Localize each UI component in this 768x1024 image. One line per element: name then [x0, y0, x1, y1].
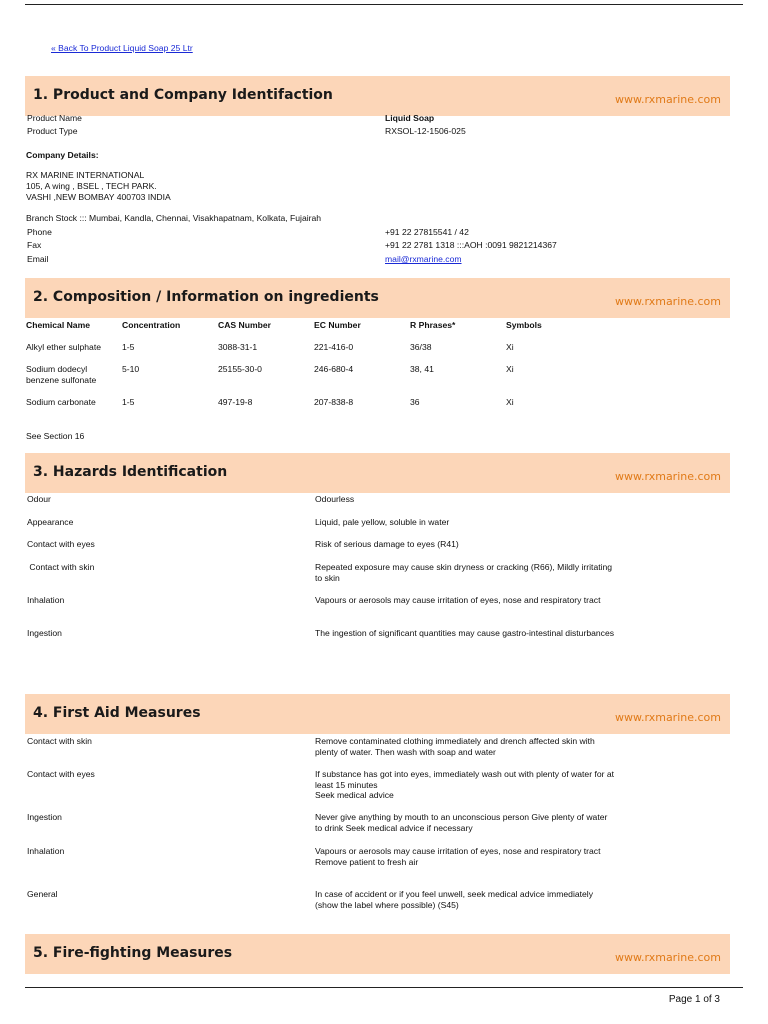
cell-r-phrase: 38, 41	[410, 364, 434, 374]
cell-r-phrase: 36	[410, 397, 420, 407]
cell-symbol: Xi	[506, 342, 514, 352]
section-3-header	[25, 453, 730, 493]
first-aid-label: Contact with eyes	[27, 769, 95, 779]
cell-r-phrase: 36/38	[410, 342, 432, 352]
first-aid-value	[315, 769, 615, 801]
hazard-value: Vapours or aerosols may cause irritation of eyes, nose and respiratory tract	[315, 595, 601, 605]
fax-label: Fax	[27, 240, 42, 250]
first-aid-value: Remove contaminated clothing immediately and drench affected skin with plenty of water. Then wash with soap and water	[315, 736, 595, 757]
fax-value: +91 22 2781 1318 :::AOH :0091 9821214367	[385, 240, 557, 250]
col-cas-number: CAS Number	[218, 320, 272, 330]
first-aid-value: Never give anything by mouth to an unconscious person Give plenty of water to drink Seek medical advice if necessary	[315, 812, 608, 833]
first-aid-label: Ingestion	[27, 812, 62, 822]
first-aid-value: In case of accident or if you feel unwell, seek medical advice immediately (show the label where possible) (S45)	[315, 889, 594, 910]
col-symbols: Symbols	[506, 320, 542, 330]
phone-value: +91 22 27815541 / 42	[385, 227, 469, 237]
company-name: RX MARINE INTERNATIONAL	[26, 170, 145, 180]
phone-label: Phone	[27, 227, 52, 237]
hazard-value: Odourless	[315, 494, 355, 504]
cell-symbol: Xi	[506, 364, 514, 374]
first-aid-value	[315, 846, 615, 867]
section-5-title: 5. Fire-fighting Measures	[33, 945, 233, 961]
company-city-line: VASHI ,NEW BOMBAY 400703 INDIA	[26, 192, 171, 202]
company-address	[26, 170, 171, 203]
col-concentration: Concentration	[122, 320, 181, 330]
first-aid-text: If substance has got into eyes, immediately wash out with plenty of water for at least 15 minutes	[315, 769, 615, 790]
hazard-label: Contact with eyes	[27, 539, 95, 549]
cell-symbol: Xi	[506, 397, 514, 407]
cell-name: Sodium carbonate	[26, 397, 96, 407]
first-aid-text: Remove patient to fresh air	[315, 856, 419, 867]
watermark-url: www.rxmarine.com	[615, 951, 721, 964]
cell-name	[26, 364, 96, 386]
top-rule	[25, 4, 743, 5]
hazard-label: Contact with skin	[27, 562, 95, 572]
watermark-url: www.rxmarine.com	[615, 470, 721, 483]
cell-name: Alkyl ether sulphate	[26, 342, 101, 352]
cell-ec: 246-680-4	[314, 364, 354, 374]
cell-cas: 497-19-8	[218, 397, 253, 407]
section-5-header	[25, 934, 730, 974]
cell-ec: 221-416-0	[314, 342, 354, 352]
cell-concentration: 5-10	[122, 364, 140, 374]
table-row	[25, 364, 625, 386]
page-number: Page 1 of 3	[668, 994, 720, 1005]
footer-rule	[25, 987, 743, 988]
hazard-label: Appearance	[27, 517, 74, 527]
table-row	[25, 342, 625, 354]
product-type-value: RXSOL-12-1506-025	[385, 126, 466, 136]
hazard-label: Odour	[27, 494, 51, 504]
product-name-label: Product Name	[27, 113, 82, 123]
hazard-value: Liquid, pale yellow, soluble in water	[315, 517, 450, 527]
col-ec-number: EC Number	[314, 320, 361, 330]
cell-cas: 25155-30-0	[218, 364, 262, 374]
company-address-line: 105, A wing , BSEL , TECH PARK.	[26, 181, 157, 191]
first-aid-label: General	[27, 889, 58, 899]
product-type-label: Product Type	[27, 126, 78, 136]
hazard-label: Inhalation	[27, 595, 65, 605]
hazard-value: Risk of serious damage to eyes (R41)	[315, 539, 459, 549]
watermark-url: www.rxmarine.com	[615, 295, 721, 308]
cell-concentration: 1-5	[122, 397, 135, 407]
see-section-note: See Section 16	[26, 431, 85, 441]
company-details-label: Company Details:	[26, 150, 99, 160]
section-1-header	[25, 76, 730, 116]
hazard-label: Ingestion	[27, 628, 62, 638]
section-4-title: 4. First Aid Measures	[33, 705, 201, 721]
hazard-value: The ingestion of significant quantities may cause gastro-intestinal disturbances	[315, 628, 615, 638]
cell-ec: 207-838-8	[314, 397, 354, 407]
table-row	[25, 397, 625, 409]
email-label: Email	[27, 254, 49, 264]
email-link[interactable]: mail@rxmarine.com	[385, 254, 462, 264]
first-aid-text: Seek medical advice	[315, 790, 394, 801]
back-link[interactable]: « Back To Product Liquid Soap 25 Ltr	[51, 43, 193, 53]
section-3-title: 3. Hazards Identification	[33, 464, 228, 480]
first-aid-label: Contact with skin	[27, 736, 92, 746]
product-name-value: Liquid Soap	[385, 113, 435, 123]
branch-stock: Branch Stock ::: Mumbai, Kandla, Chennai, Visakhapatnam, Kolkata, Fujairah	[26, 213, 322, 223]
cell-cas: 3088-31-1	[218, 342, 258, 352]
watermark-url: www.rxmarine.com	[615, 93, 721, 106]
section-2-header	[25, 278, 730, 318]
cell-name-line: Sodium dodecyl	[26, 364, 88, 374]
col-chemical-name: Chemical Name	[26, 320, 91, 330]
cell-name-line: benzene sulfonate	[26, 375, 97, 385]
section-4-header	[25, 694, 730, 734]
col-r-phrases: R Phrases*	[410, 320, 456, 330]
section-2-title: 2. Composition / Information on ingredients	[33, 289, 379, 305]
hazard-value: Repeated exposure may cause skin dryness or cracking (R66), Mildly irritating to skin	[315, 562, 613, 583]
first-aid-label: Inhalation	[27, 846, 65, 856]
first-aid-text: Vapours or aerosols may cause irritation of eyes, nose and respiratory tract	[315, 846, 601, 856]
section-1-title: 1. Product and Company Identifaction	[33, 87, 333, 103]
ingredients-header-row	[25, 320, 625, 332]
watermark-url: www.rxmarine.com	[615, 711, 721, 724]
cell-concentration: 1-5	[122, 342, 135, 352]
